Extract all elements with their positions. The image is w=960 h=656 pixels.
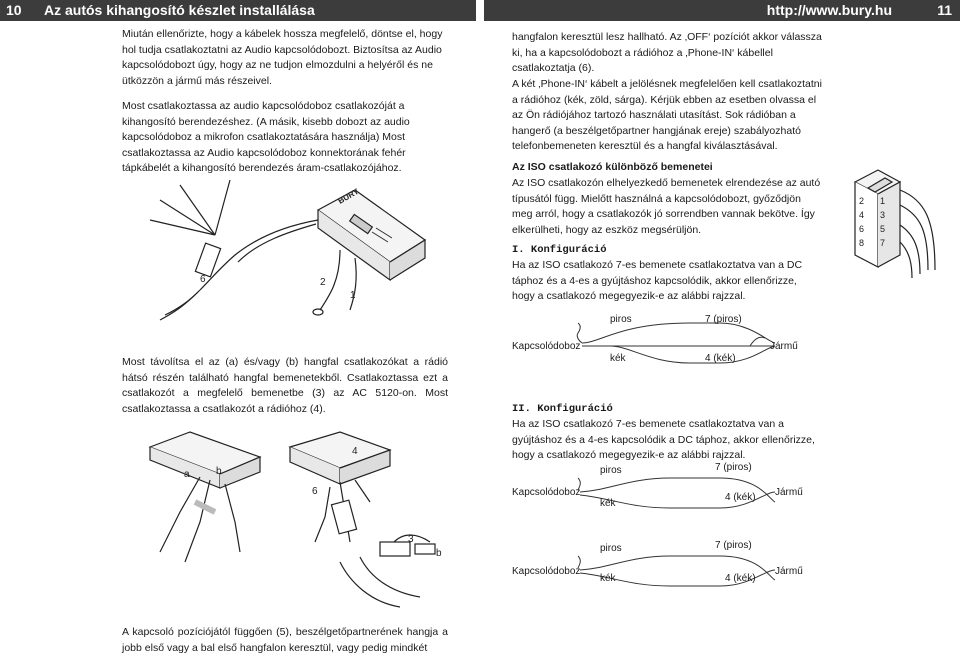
- fig2-label-b: b: [216, 466, 222, 477]
- config-2-paragraph: Ha az ISO csatlakozó 7-es bemenete csatlakoztatva van a gyújtáshoz és a 4-es kapcsolódik a DC táphoz, akkor ellenőrizze, hogy a csatlakozó megegyezik-e az alábbi rajzzal.: [512, 418, 815, 461]
- fig1-label-2: 2: [320, 277, 326, 288]
- header-bar-right: [484, 0, 960, 21]
- fig1-label-1: 1: [350, 290, 356, 301]
- right-paragraph-1: hangfalon keresztül lesz hallható. Az ‚OFF‘ pozíciót akkor válassza ki, ha a kapcsolódobozt a rádióhoz a ‚Phone-IN‘ kábellel csatlakoztatja (6).: [512, 31, 822, 74]
- config-1-heading: I. Konfiguráció: [512, 244, 607, 256]
- page-number-right: 11: [937, 2, 952, 18]
- diag2-box-label: Kapcsolódoboz: [512, 487, 581, 498]
- fig1-label-6: 6: [200, 274, 206, 285]
- iso-heading: Az ISO csatlakozó különböző bemenetei: [512, 161, 713, 173]
- diag2-pin7-label: 7 (piros): [715, 462, 752, 473]
- diag3-pin4-label: 4 (kék): [725, 573, 756, 584]
- page-number-left: 10: [6, 2, 22, 18]
- fig2-label-6: 6: [312, 486, 318, 497]
- fig2-label-3: 3: [408, 534, 414, 545]
- iso-pin-8: 8: [859, 238, 865, 248]
- iso-pin-3: 3: [880, 210, 886, 220]
- diag1-piros-label: piros: [610, 314, 632, 325]
- diag2-pin4-label: 4 (kék): [725, 492, 756, 503]
- left-paragraph-4: A kapcsoló pozíciójától függően (5), beszélgetőpartnerének hangja a jobb első vagy a bal első hangfalon keresztül, vagy pedig mindkét: [122, 626, 448, 654]
- iso-paragraph: Az ISO csatlakozón elhelyezkedő bemenetek elrendezése az autó típusától függ. Mielőtt használná a kapcsolódobozt, győződjön meg arról, hogy a csatlakozók jó sorrendben vannak bekötve. Így elkerülheti, hogy az eszköz megsérüljön.: [512, 177, 821, 236]
- diag1-pin7-label: 7 (piros): [705, 314, 742, 325]
- fig2-label-a: a: [184, 469, 190, 480]
- diag2-piros-label: piros: [600, 465, 622, 476]
- config-2-heading: II. Konfiguráció: [512, 403, 613, 415]
- diag3-car-label: Jármű: [775, 566, 803, 577]
- config-1-paragraph: Ha az ISO csatlakozó 7-es bemenete csatlakoztatva van a DC táphoz és a 4-es a gyújtáshoz kapcsolódik, akkor ellenőrizze, hogy a csatlakozó megegyezik-e az alábbi rajzzal.: [512, 259, 803, 302]
- iso-pin-5: 5: [880, 224, 886, 234]
- audio-box-illustration: [140, 180, 450, 320]
- diag3-kek-label: kék: [600, 573, 616, 584]
- diag2-car-label: Jármű: [775, 487, 803, 498]
- diag1-car-label: Jármű: [770, 341, 798, 352]
- iso-pin-4: 4: [859, 210, 865, 220]
- left-paragraph-2: Most csatlakoztassa az audio kapcsolódoboz csatlakozóját a kihangosító berendezéshez. (A másik, kisebb dobozt az audio kapcsolódoboz a mikrofon csatlakoztatására használja) Most csatlakoztassa az Audio kapcsolódoboz konnektorának fehér tápkábelét a kihangosító berendezés áram-csatlakozójához.: [122, 100, 410, 174]
- left-paragraph-3: Most távolítsa el az (a) és/vagy (b) hangfal csatlakozókat a rádió hátsó részén található hangfal bemenetekből. Csatlakoztassa ezt a csatlakozót a megfelelő bemenetbe (3) az AC 5120-on. Most csatlakoztassa a csatlakozót a rádióhoz (4).: [122, 356, 448, 415]
- diag3-box-label: Kapcsolódoboz: [512, 566, 581, 577]
- diag1-kek-label: kék: [610, 353, 626, 364]
- diag1-box-label: Kapcsolódoboz: [512, 341, 581, 352]
- page-title: Az autós kihangosító készlet installálása: [44, 2, 315, 18]
- header-bar-left: [0, 0, 476, 21]
- diag3-piros-label: piros: [600, 543, 622, 554]
- website-url[interactable]: http://www.bury.hu: [766, 2, 892, 18]
- fig2-label-b2: b: [436, 548, 442, 559]
- radio-connection-illustration: [140, 432, 450, 612]
- brand-logo-text: BURY: [336, 186, 361, 206]
- diag2-kek-label: kék: [600, 498, 616, 509]
- iso-pin-2: 2: [859, 196, 865, 206]
- diag3-pin7-label: 7 (piros): [715, 540, 752, 551]
- iso-pin-1: 1: [880, 196, 886, 206]
- fig2-label-4: 4: [352, 446, 358, 457]
- right-paragraph-2: A két ‚Phone-IN‘ kábelt a jelölésnek megfelelően kell csatlakoztatni a rádióhoz (kék, zöld, sárga). Kérjük ebben az esetben olvassa el az Ön rádiójához tartozó használati utasítást. Sok rádióban a hangerő (a beszélgetőpartner hangjának ereje) szabályozható telefonbemeneten keresztül és a hangfal kiválasztásával.: [512, 78, 822, 152]
- left-paragraph-1: Miután ellenőrizte, hogy a kábelek hossza megfelelő, döntse el, hogy hol tudja csatlakoztatni az Audio kapcsolódobozt. Biztosítsa az Audio kapcsolódobozt úgy, hogy az ne tudjon elmozdulni a helyéről és ne ütközzön a jármű más részeivel.: [122, 28, 443, 87]
- iso-connector-illustration: [850, 170, 950, 280]
- diag1-pin4-label: 4 (kék): [705, 353, 736, 364]
- iso-pin-6: 6: [859, 224, 865, 234]
- iso-pin-7: 7: [880, 238, 886, 248]
